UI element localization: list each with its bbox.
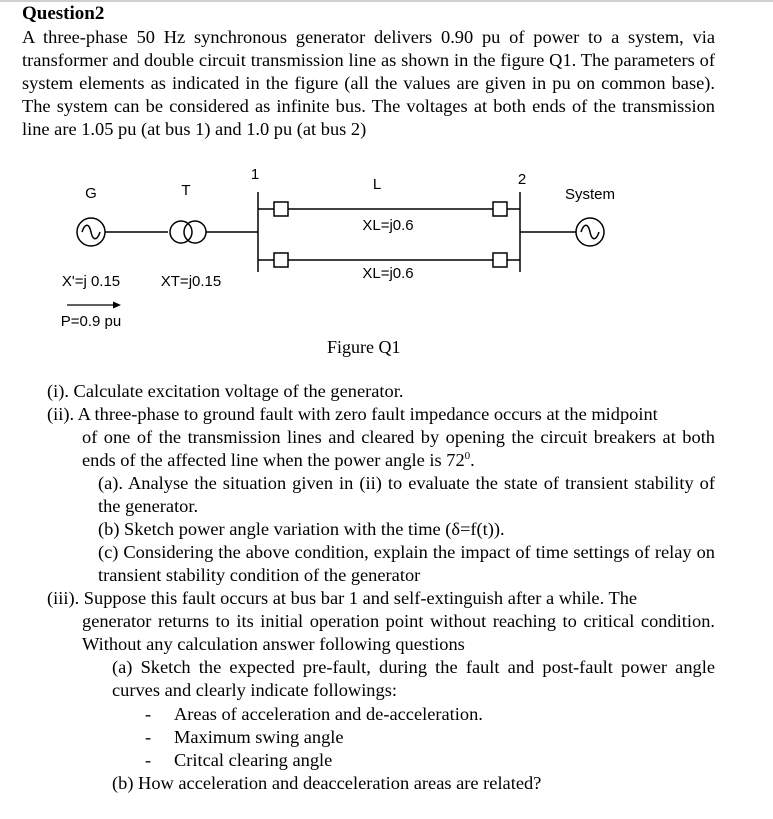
line2-reactance-label: XL=j0.6 [362, 265, 414, 282]
question-ii-c: (c) Considering the above condition, explain the impact of time settings of relay on transient stability condition of the generator [98, 542, 715, 585]
question-iii-line1: (iii). Suppose this fault occurs at bus bar 1 and self-extinguish after a while. The [47, 588, 638, 608]
generator-reactance-label: X'=j 0.15 [61, 273, 121, 290]
bullet-dash: - [145, 704, 152, 724]
transformer-label: T [181, 182, 191, 199]
power-arrow-head [113, 302, 121, 309]
figure-caption: Figure Q1 [327, 337, 401, 357]
line-label: L [372, 176, 382, 193]
question-ii-body: of one of the transmission lines and cleared by opening the circuit breakers at both ends of the affected line when the power angle is $72^0$. [82, 427, 715, 470]
generator-sine [82, 225, 100, 239]
generator-label: G [85, 185, 97, 202]
question-ii-b: (b) Sketch power angle variation with the time (δ=f(t)). [98, 519, 505, 539]
transformer-reactance-label: XT=j0.15 [160, 273, 222, 290]
transformer-coil-2 [184, 221, 206, 243]
breaker-2a [493, 202, 507, 216]
breaker-1a [274, 202, 288, 216]
list-item: Areas of acceleration and de-acceleration. [174, 704, 483, 724]
transformer-coil-1 [170, 221, 192, 243]
question-iii-b: (b) How acceleration and deacceleration areas are related? [112, 773, 542, 793]
bullet-dash: - [145, 727, 152, 747]
system-label: System [564, 186, 616, 203]
power-label: P=0.9 pu [60, 313, 122, 330]
bus1-label: 1 [250, 166, 260, 183]
question-title: Question2 [22, 3, 105, 24]
question-iii-body: generator returns to its initial operation point without reaching to critical condition. Without any calculation answer following questions [82, 611, 715, 654]
intro-paragraph: A three-phase 50 Hz synchronous generator delivers 0.90 pu of power to a system, via transformer and double circuit transmission line as shown in the figure Q1. The parameters of system elements as indicated in the figure (all the values are given in pu on common base). The system can be considered as infinite bus. The voltages at both ends of the transmission line are 1.05 pu (at bus 1) and 1.0 pu (at bus 2) [22, 27, 715, 140]
system-sine [581, 225, 599, 239]
breaker-2b [493, 253, 507, 267]
list-item: Maximum swing angle [174, 727, 344, 747]
line1-reactance-label: XL=j0.6 [362, 217, 414, 234]
figure-q1-diagram [0, 160, 773, 340]
bullet-dash: - [145, 750, 152, 770]
question-iii-a: (a) Sketch the expected pre-fault, during the fault and post-fault power angle curves and clearly indicate followings: [112, 657, 715, 700]
breaker-1b [274, 253, 288, 267]
top-border [0, 0, 773, 2]
list-item: Critcal clearing angle [174, 750, 333, 770]
question-ii-line1: (ii). A three-phase to ground fault with zero fault impedance occurs at the midpoint [47, 404, 658, 424]
bus2-label: 2 [517, 171, 527, 188]
question-ii-a: (a). Analyse the situation given in (ii) to evaluate the state of transient stability of the generator. [98, 473, 715, 516]
question-i: (i). Calculate excitation voltage of the generator. [47, 381, 404, 401]
